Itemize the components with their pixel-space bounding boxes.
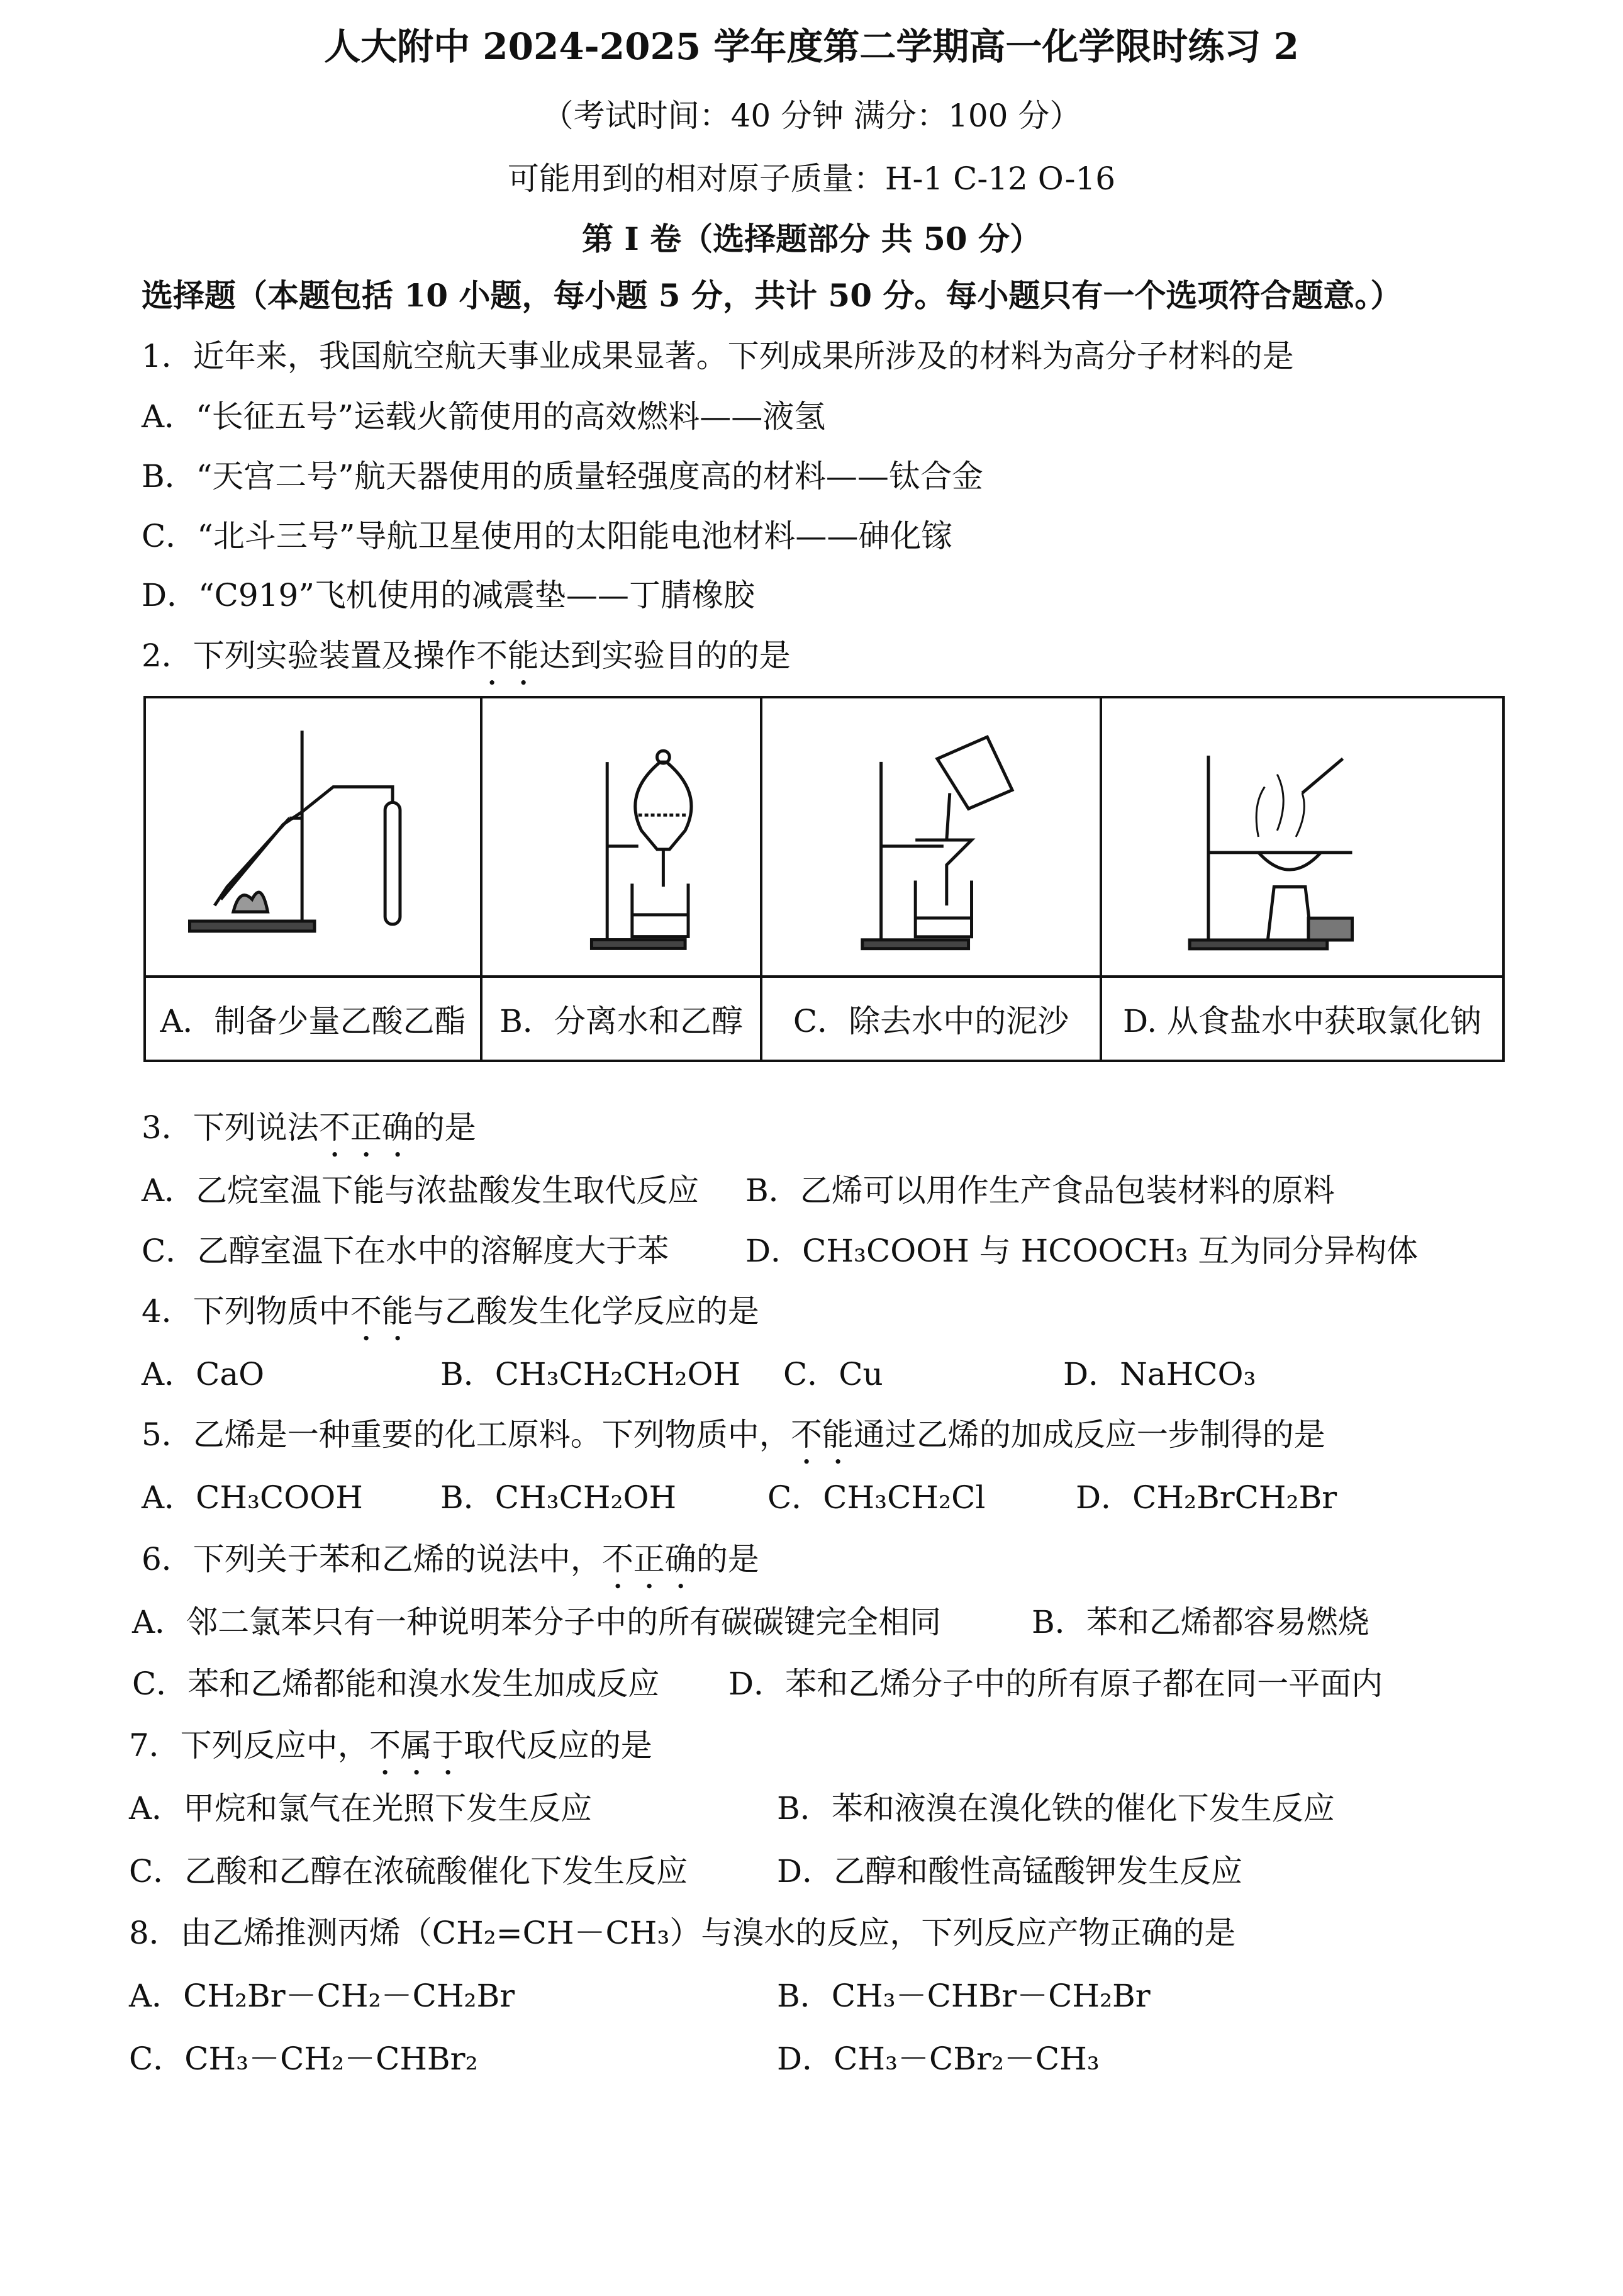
q6-stem-pre: 6．下列关于苯和乙烯的说法中， [142,1541,602,1577]
q5-option-b: B．CH₃CH₂OH [440,1479,677,1516]
caption-d: D. 从食盐水中获取氯化钠 [1101,977,1503,1061]
q8-stem: 8．由乙烯推测丙烯（CH₂=CH－CH₃）与溴水的反应，下列反应产物正确的是 [129,1915,1236,1951]
q5-option-d: D．CH₂BrCH₂Br [1076,1479,1337,1516]
q8-option-b: B．CH₃－CHBr－CH₂Br [777,1978,1151,2014]
q7-stem [129,1725,652,1782]
apparatus-a-cell [145,697,481,977]
q6-stem-post: 的是 [696,1541,759,1577]
q7-option-c: C．乙酸和乙醇在浓硫酸催化下发生反应 [129,1853,688,1890]
page-title: 人大附中 2024-2025 学年度第二学期高一化学限时练习 2 [324,25,1299,68]
q5-option-c: C．CH₃CH₂Cl [767,1479,986,1516]
q1-option-c: C．“北斗三号”导航卫星使用的太阳能电池材料——砷化镓 [142,518,953,554]
q4-option-c: C．Cu [783,1356,883,1392]
q6-stem [142,1539,759,1596]
q6-option-a: A．邻二氯苯只有一种说明苯分子中的所有碳碳键完全相同 [132,1604,942,1640]
evaporation-figure [1102,698,1502,975]
q1-option-d: D．“C919”飞机使用的减震垫——丁腈橡胶 [142,577,755,613]
apparatus-table [143,696,1505,1062]
apparatus-d-cell [1101,697,1503,977]
q1-option-a: A．“长征五号”运载火箭使用的高效燃料——液氢 [142,398,826,435]
section-heading: 第 I 卷（选择题部分 共 50 分） [581,220,1041,257]
q4-stem [142,1291,759,1348]
apparatus-c-cell [761,697,1101,977]
q4-option-b: B．CH₃CH₂CH₂OH [440,1356,741,1392]
q6-option-c: C．苯和乙烯都能和溴水发生加成反应 [132,1666,660,1702]
caption-b: B．分离水和乙醇 [481,977,761,1061]
apparatus-b-cell [481,697,761,977]
q7-stem-emphasis: 不属于 [369,1727,464,1764]
q8-option-d: D．CH₃－CBr₂－CH₃ [777,2041,1100,2077]
q3-option-d: D．CH₃COOH 与 HCOOCH₃ 互为同分异构体 [745,1233,1419,1269]
exam-time: （考试时间：40 分钟 满分：100 分） [542,98,1081,134]
filtration-figure [762,698,1100,975]
q5-stem-post: 通过乙烯的加成反应一步制得的是 [853,1416,1325,1453]
q4-stem-emphasis: 不能 [350,1293,413,1330]
q6-option-d: D．苯和乙烯分子中的所有原子都在同一平面内 [728,1666,1383,1702]
q7-stem-pre: 7．下列反应中， [129,1727,369,1764]
q4-option-d: D．NaHCO₃ [1063,1356,1256,1392]
q3-option-b: B．乙烯可以用作生产食品包装材料的原料 [745,1172,1335,1209]
separatory-funnel-figure [482,698,760,975]
q4-option-a: A．CaO [142,1356,265,1392]
q4-stem-pre: 4．下列物质中 [142,1293,350,1330]
q8-option-a: A．CH₂Br－CH₂－CH₂Br [129,1978,515,2014]
q6-option-b: B．苯和乙烯都容易燃烧 [1032,1604,1369,1640]
atomic-masses: 可能用到的相对原子质量：H-1 C-12 O-16 [507,160,1116,197]
q3-stem-emphasis: 不正确 [318,1109,413,1146]
q6-stem-emphasis: 不正确 [601,1541,696,1577]
caption-c: C．除去水中的泥沙 [761,977,1101,1061]
esterification-apparatus-figure [146,698,480,975]
caption-a: A．制备少量乙酸乙酯 [145,977,481,1061]
q3-stem [142,1107,476,1164]
q2-stem-post: 达到实验目的的是 [538,637,791,674]
q2-stem [142,636,791,692]
q2-stem-emphasis: 不能 [476,637,539,674]
q7-option-b: B．苯和液溴在溴化铁的催化下发生反应 [777,1790,1335,1827]
q2-stem-pre: 2．下列实验装置及操作 [142,637,476,674]
q3-option-a: A．乙烷室温下能与浓盐酸发生取代反应 [142,1172,700,1209]
q3-stem-post: 的是 [413,1109,476,1146]
q7-stem-post: 取代反应的是 [463,1727,652,1764]
q5-stem-emphasis: 不能 [790,1416,854,1453]
instructions: 选择题（本题包括 10 小题，每小题 5 分，共计 50 分。每小题只有一个选项符合题意。） [142,277,1402,314]
q8-option-c: C．CH₃－CH₂－CHBr₂ [129,2041,478,2077]
q1-stem: 1．近年来，我国航空航天事业成果显著。下列成果所涉及的材料为高分子材料的是 [142,338,1294,374]
q3-stem-pre: 3．下列说法 [142,1109,319,1146]
q4-stem-post: 与乙酸发生化学反应的是 [413,1293,759,1330]
q7-option-a: A．甲烷和氯气在光照下发生反应 [129,1790,593,1827]
q5-stem-pre: 5．乙烯是一种重要的化工原料。下列物质中， [142,1416,791,1453]
q5-stem [142,1414,1325,1471]
q5-option-a: A．CH₃COOH [142,1479,363,1516]
q3-option-c: C．乙醇室温下在水中的溶解度大于苯 [142,1233,669,1269]
q1-option-b: B．“天宫二号”航天器使用的质量轻强度高的材料——钛合金 [142,458,983,495]
q7-option-d: D．乙醇和酸性高锰酸钾发生反应 [777,1853,1243,1890]
